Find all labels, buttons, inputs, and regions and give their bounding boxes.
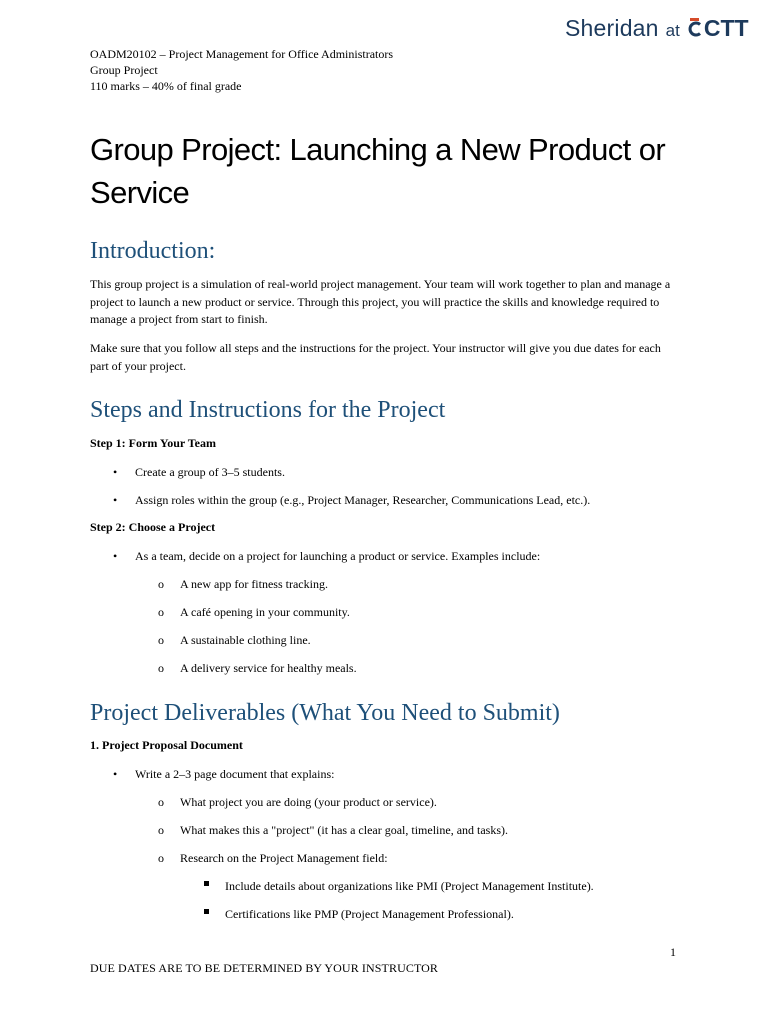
- intro-paragraph-2: Make sure that you follow all steps and the instructions for the project. Your instructor will give you due dates for each part of your project.: [90, 341, 661, 373]
- deliverables-heading: Project Deliverables (What You Need to Submit): [90, 700, 560, 726]
- circle-bullet-icon: o: [158, 577, 164, 591]
- course-code-title: OADM20102 – Project Management for Office Administrators: [90, 47, 394, 61]
- sub-list-item: A sustainable clothing line.: [180, 633, 311, 647]
- circle-bullet-icon: o: [158, 633, 164, 647]
- list-item: Write a 2–3 page document that explains:: [135, 767, 335, 781]
- steps-heading: Steps and Instructions for the Project: [90, 397, 446, 423]
- circle-bullet-icon: o: [158, 605, 164, 619]
- sub-list-item: A new app for fitness tracking.: [180, 577, 328, 591]
- sub-list-item: A café opening in your community.: [180, 605, 350, 619]
- logo-brand-text: Sheridan: [565, 15, 659, 41]
- square-bullet-icon: [204, 909, 209, 914]
- logo-at-text: at: [665, 21, 680, 40]
- bullet-icon: •: [113, 549, 118, 563]
- footer-note: DUE DATES ARE TO BE DETERMINED BY YOUR INSTRUCTOR: [90, 961, 439, 975]
- sub-sub-list-item: Include details about organizations like PMI (Project Management Institute).: [225, 879, 594, 893]
- logo-c-icon: [686, 18, 703, 38]
- sub-list-item: What makes this a "project" (it has a clear goal, timeline, and tasks).: [180, 823, 509, 837]
- circle-bullet-icon: o: [158, 823, 164, 837]
- list-item: Create a group of 3–5 students.: [135, 465, 285, 479]
- step-2-label: Step 2: Choose a Project: [90, 520, 216, 534]
- square-bullet-icon: [204, 881, 209, 886]
- bullet-icon: •: [113, 493, 118, 507]
- sub-list-item: Research on the Project Management field:: [180, 851, 388, 865]
- intro-paragraph-1: This group project is a simulation of real-world project management. Your team will work together to plan and manage a project to launch a new product or service. Through this project, you will practice the skills and knowledge required to manage a project from start to finish.: [90, 277, 671, 326]
- circle-bullet-icon: o: [158, 795, 164, 809]
- page-number: 1: [670, 945, 676, 959]
- logo-mark-text: CTT: [703, 15, 749, 41]
- list-item: As a team, decide on a project for launching a product or service. Examples include:: [135, 549, 541, 563]
- course-header: [90, 46, 393, 94]
- circle-bullet-icon: o: [158, 661, 164, 675]
- circle-bullet-icon: o: [158, 851, 164, 865]
- bullet-icon: •: [113, 465, 118, 479]
- list-item: Assign roles within the group (e.g., Project Manager, Researcher, Communications Lead, etc.).: [135, 493, 591, 507]
- sheridan-cctt-logo: [565, 15, 750, 45]
- logo-mark: [686, 15, 749, 42]
- sub-list-item: A delivery service for healthy meals.: [180, 661, 357, 675]
- step-1-label: Step 1: Form Your Team: [90, 436, 216, 450]
- intro-heading: Introduction:: [90, 238, 216, 264]
- sub-sub-list-item: Certifications like PMP (Project Management Professional).: [225, 907, 514, 921]
- assignment-name: Group Project: [90, 63, 158, 77]
- marks-weight: 110 marks – 40% of final grade: [90, 79, 242, 93]
- sub-list-item: What project you are doing (your product or service).: [180, 795, 437, 809]
- document-title: Group Project: Launching a New Product or Service: [90, 132, 666, 210]
- deliverable-1-label: 1. Project Proposal Document: [90, 738, 243, 752]
- bullet-icon: •: [113, 767, 118, 781]
